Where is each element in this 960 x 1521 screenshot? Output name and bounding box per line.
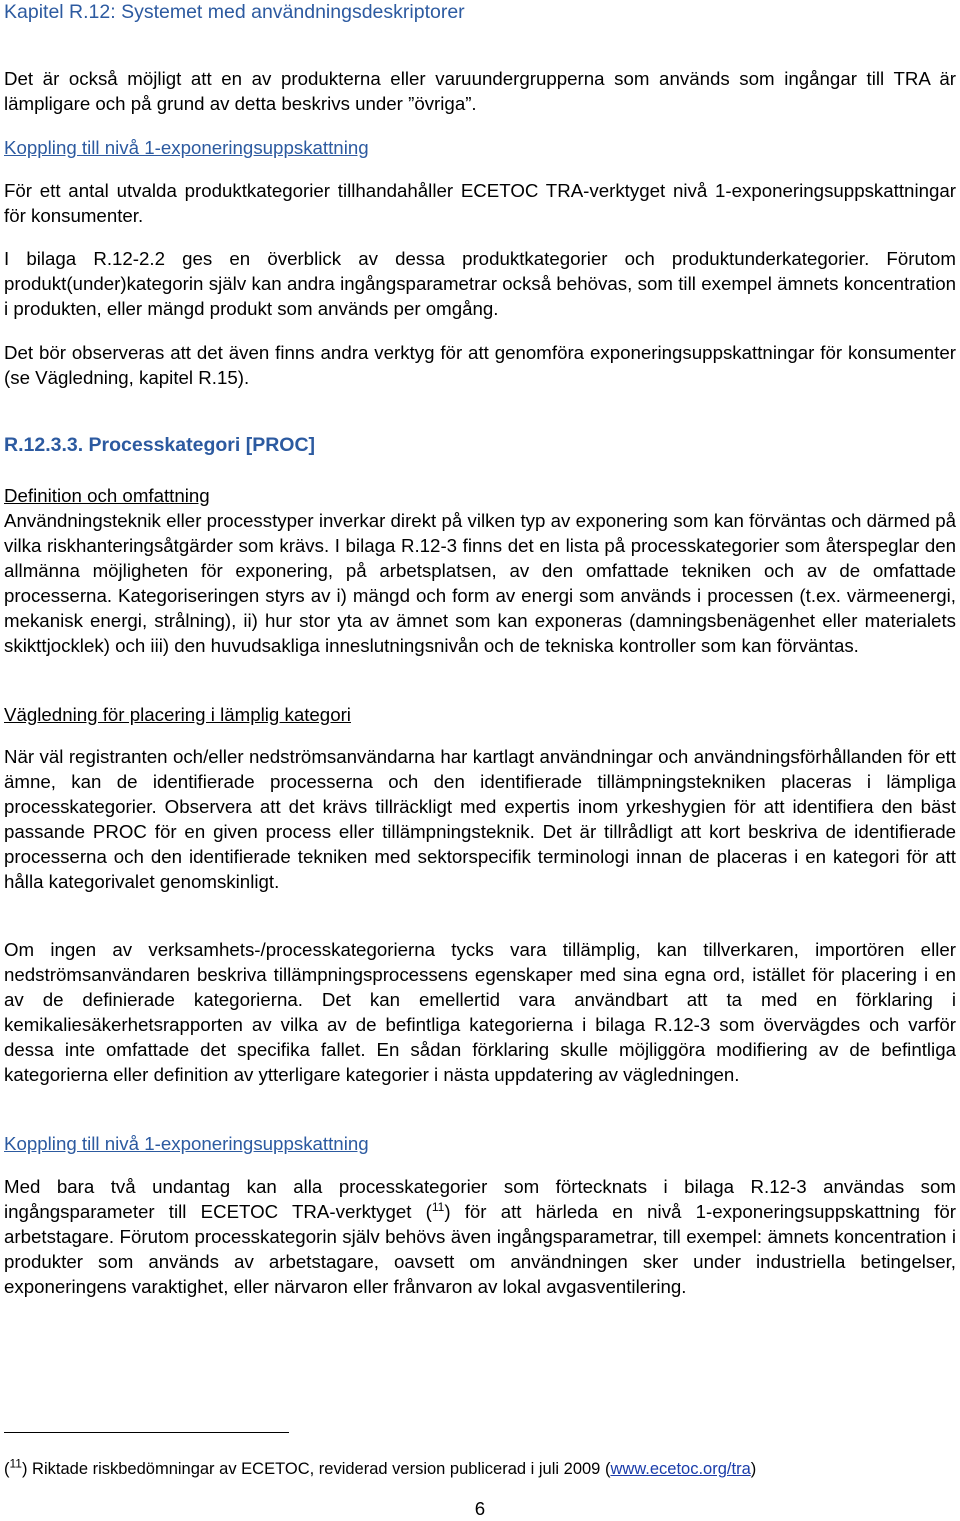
footnote-separator	[4, 1432, 289, 1433]
footnote-text: ) Riktade riskbedömningar av ECETOC, reviderad version publicerad i juli 2009 (	[21, 1460, 611, 1478]
worker-text-before: Med bara två undantag kan alla processkategorier som förtecknats i bilaga R.12-3 användas som ingångsparameter till ECETOC TRA-verktyget (	[4, 1176, 956, 1222]
footnote-reference[interactable]: 11	[431, 1199, 445, 1214]
consumer-tool-paragraph: För ett antal utvalda produktkategorier tillhandahåller ECETOC TRA-verktyget nivå 1-exponeringsuppskattningar för konsumenter.	[4, 180, 956, 226]
guidance-heading: Vägledning för placering i lämplig kategori	[4, 704, 351, 725]
worker-tool-paragraph	[4, 1174, 956, 1299]
other-tools-paragraph: Det bör observeras att det även finns andra verktyg för att genomföra exponeringsuppskattningar för konsumenter (se Vägledning, kapitel R.15).	[4, 342, 956, 388]
footnote-number: 11	[9, 1456, 22, 1471]
intro-paragraph: Det är också möjligt att en av produkterna eller varuundergrupperna som används som ingångar till TRA är lämpligare och på grund av detta beskrivs under ”övriga”.	[4, 68, 956, 114]
footnote-close: )	[750, 1460, 757, 1478]
footnote	[4, 1458, 756, 1480]
coupling-heading-workers: Koppling till nivå 1-exponeringsuppskattning	[4, 1133, 369, 1154]
coupling-heading-consumers: Koppling till nivå 1-exponeringsuppskattning	[4, 137, 369, 158]
worker-text-after: ) för att härleda en nivå 1-exponeringsuppskattning för arbetstagare. Förutom processkategorin själv behövs även ingångsparametrar, till exempel: ämnets koncentration i produkter som används av arbetstagare, oavsett om användningen sker under industriella betingelser, exponeringens varaktighet, eller närvaron eller frånvaron av lokal avgasventilering.	[4, 1201, 956, 1297]
section-title: R.12.3.3. Processkategori [PROC]	[4, 434, 316, 456]
overview-paragraph: I bilaga R.12-2.2 ges en överblick av dessa produktkategorier och produktunderkategorier. Förutom produkt(under)kategorin själv kan andra ingångsparametrar också behövas, som till exempel ämnets koncentration i produkten, eller mängd produkt som används per omgång.	[4, 248, 956, 319]
footnote-open: (	[4, 1460, 10, 1478]
guidance-paragraph-2: Om ingen av verksamhets-/processkategorierna tycks vara tillämplig, kan tillverkaren, importören eller nedströmsanvändaren beskriva tillämpningsprocessens egenskaper med sina egna ord, istället för placering i en av de definierade kategorierna. Det kan emellertid vara användbart att ta med en förklaring i kemikaliesäkerhetsrapporten av vilka av de befintliga kategorierna i bilaga R.12-3 som övervägdes och varför dessa inte omfattade det specifika fallet. En sådan förklaring skulle möjliggöra modifiering av de befintliga kategorierna eller definition av ytterligare kategorier i nästa uppdatering av vägledningen.	[4, 939, 956, 1085]
definition-paragraph: Användningsteknik eller processtyper inverkar direkt på vilken typ av exponering som kan förväntas och därmed på vilka riskhanteringsåtgärder som krävs. I bilaga R.12-3 finns det en lista på processkategorier som återspeglar den allmänna möjligheten för exponering, på arbetsplatsen, av den omfattade tekniken och av de omfattade processerna. Kategoriseringen styrs av i) mängd och form av energi som används i processen (t.ex. värmeenergi, mekanisk energi, strålning), ii) hur stor yta av ämnet som kan exponeras (damningsbenägenhet eller materialets skikttjocklek) och iii) den huvudsakliga inneslutningsnivån och de tekniska kontroller som kan förväntas.	[4, 510, 956, 656]
page-number: 6	[474, 1498, 486, 1519]
chapter-title: Kapitel R.12: Systemet med användningsdeskriptorer	[4, 1, 465, 23]
definition-heading: Definition och omfattning	[4, 485, 210, 506]
ecetoc-link[interactable]: www.ecetoc.org/tra	[610, 1460, 751, 1478]
guidance-paragraph-1: När väl registranten och/eller nedströmsanvändarna har kartlagt användningar och användningsförhållanden för ett ämne, kan de identifierade processerna och den identifierade tillämpningstekniken placeras i lämpliga processkategorier. Observera att det krävs tillräckligt med expertis inom yrkeshygien för att identifiera den bäst passande PROC för en given process eller tillämpningsteknik. Det är tillrådligt att kort beskriva de identifierade processerna och den identifierade tekniken med sektorspecifik terminologi innan de placeras i en kategori för att hålla kategorivalet genomskinligt.	[4, 746, 956, 892]
